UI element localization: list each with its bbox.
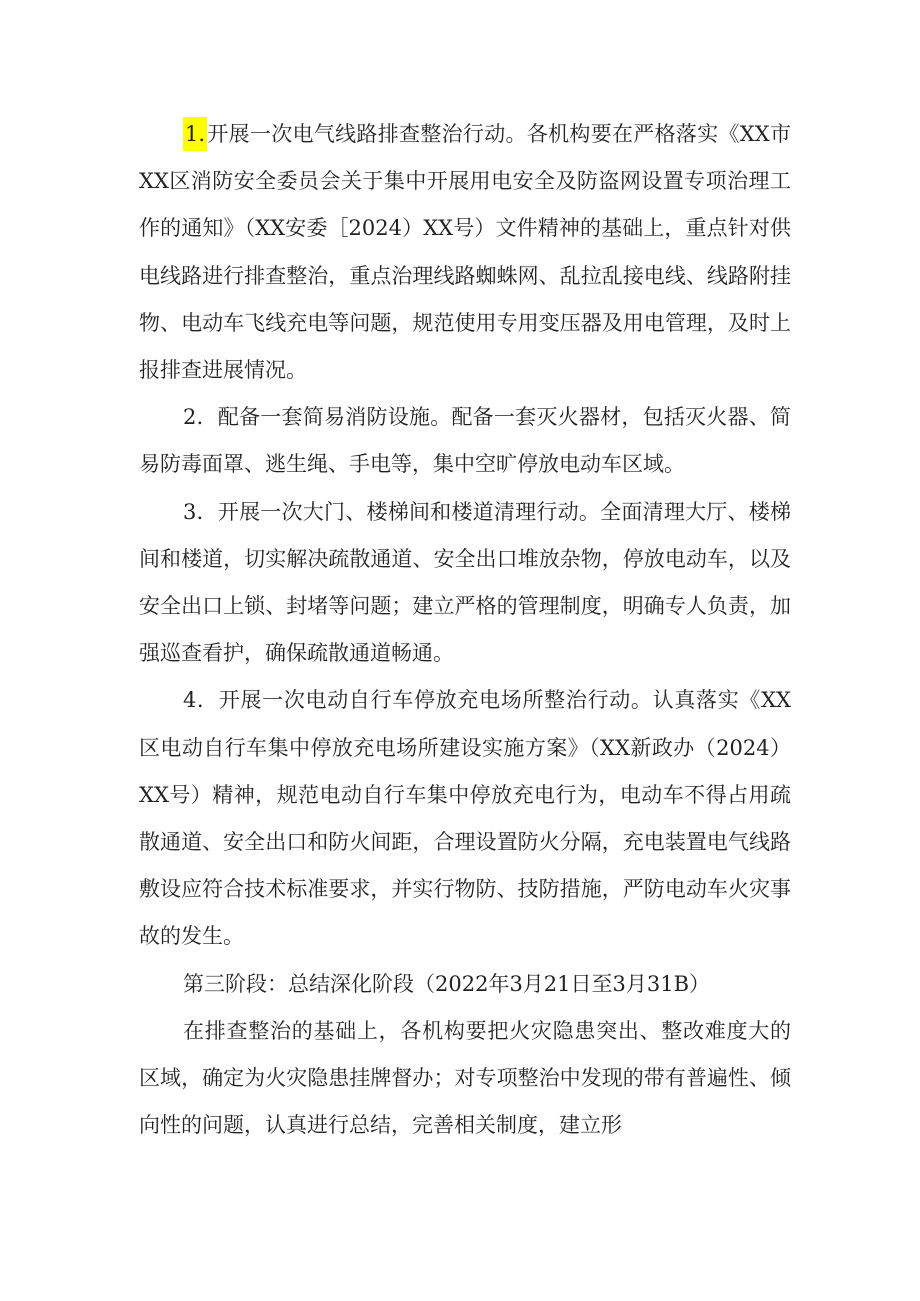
paragraph-6: 在排查整治的基础上，各机构要把火灾隐患突出、整改难度大的区域，确定为火灾隐患挂牌督办；对专项整治中发现的带有普遍性、倾向性的问题，认真进行总结，完善相关制度，建立形	[139, 1018, 791, 1138]
section-heading-stage-3: 第三阶段：总结深化阶段（2022年3月21日至3月31B）	[183, 971, 711, 996]
paragraph-2: 2．配备一套简易消防设施。配备一套灭火器材，包括灭火器、简易防毒面罩、逃生绳、手电等，集中空旷停放电动车区域。	[139, 405, 791, 477]
paragraph-1-text: 开展一次电气线路排查整治行动。各机构要在严格落实《XX市XX区消防安全委员会关于集中开展用电安全及防盗网设置专项治理工作的通知》（XX安委［2024）XX号）文件精神的基础上，重点针对供电线路进行排查整治，重点治理线路蜘蛛网、乱拉乱接电线、线路附挂物、电动车飞线充电等问题，规范使用专用变压器及用电管理，及时上报排查进展情况。	[139, 122, 791, 383]
paragraph-1	[139, 111, 791, 394]
paragraph-3: 3．开展一次大门、楼梯间和楼道清理行动。全面清理大厅、楼梯间和楼道，切实解决疏散通道、安全出口堆放杂物，停放电动车，以及安全出口上锁、封堵等问题；建立严格的管理制度，明确专人负责，加强巡查看护，确保疏散通道畅通。	[139, 499, 791, 666]
highlighted-item-number: 1.	[183, 117, 207, 151]
document-body	[139, 111, 791, 1149]
paragraph-4: 4．开展一次电动自行车停放充电场所整治行动。认真落实《XX区电动自行车集中停放充电场所建设实施方案》（XX新政办（2024）XX号）精神，规范电动自行车集中停放充电行为，电动车不得占用疏散通道、安全出口和防火间距，合理设置防火分隔，充电装置电气线路敷设应符合技术标准要求，并实行物防、技防措施，严防电动车火灾事故的发生。	[139, 688, 791, 949]
